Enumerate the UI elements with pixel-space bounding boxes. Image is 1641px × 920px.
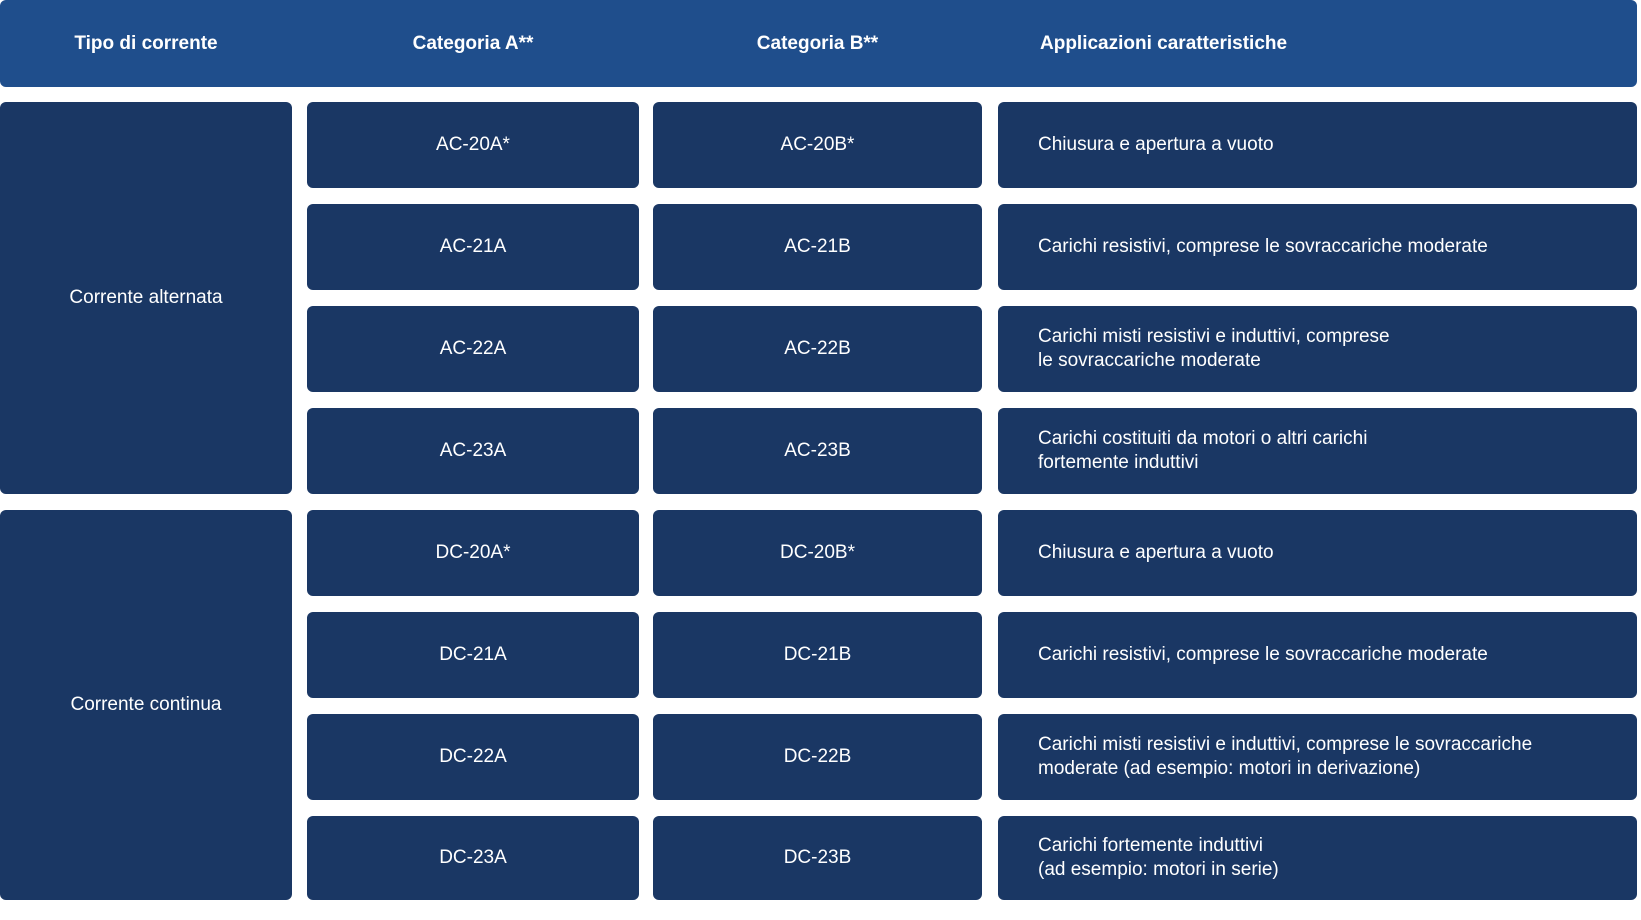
- table-cell-application: [998, 510, 1637, 596]
- table-cell-category-b: AC-23B: [653, 408, 982, 494]
- application-text: Carichi misti resistivi e induttivi, comprese le sovraccariche moderate: [1038, 326, 1390, 371]
- application-text: Carichi fortemente induttivi (ad esempio: motori in serie): [1038, 835, 1279, 880]
- table-header: [0, 0, 1637, 87]
- application-text: Carichi resistivi, comprese le sovraccariche moderate: [1038, 644, 1488, 665]
- header-categoria-b: Categoria B**: [756, 33, 879, 54]
- table-cell-category-b: DC-23B: [653, 816, 982, 900]
- table-cell-category-b: DC-21B: [653, 612, 982, 698]
- application-text: Carichi costituiti da motori o altri carichi fortemente induttivi: [1038, 428, 1368, 473]
- table-cell-application: [998, 408, 1637, 494]
- table-cell-application: [998, 612, 1637, 698]
- table-cell-category-b: DC-20B*: [653, 510, 982, 596]
- table-cell-application: [998, 714, 1637, 800]
- header-applicazioni: Applicazioni caratteristiche: [1040, 33, 1288, 54]
- table-cell-category-b: AC-22B: [653, 306, 982, 392]
- table-cell-category-a: AC-20A*: [307, 102, 639, 188]
- table-cell-category-a: DC-20A*: [307, 510, 639, 596]
- table-cell-category-a: AC-23A: [307, 408, 639, 494]
- table-cell-category-b: AC-21B: [653, 204, 982, 290]
- application-text: Chiusura e apertura a vuoto: [1038, 134, 1274, 155]
- group-label-corrente-alternata: Corrente alternata: [0, 102, 292, 494]
- table-cell-category-a: DC-21A: [307, 612, 639, 698]
- table-cell-application: [998, 306, 1637, 392]
- application-text: Carichi resistivi, comprese le sovraccariche moderate: [1038, 236, 1488, 257]
- table-cell-category-a: AC-21A: [307, 204, 639, 290]
- table-cell-category-b: DC-22B: [653, 714, 982, 800]
- table-cell-category-a: AC-22A: [307, 306, 639, 392]
- application-text: Chiusura e apertura a vuoto: [1038, 542, 1274, 563]
- application-text: Carichi misti resistivi e induttivi, comprese le sovraccariche moderate (ad esempio: motori in derivazione): [1038, 734, 1533, 779]
- table-cell-category-b: AC-20B*: [653, 102, 982, 188]
- header-tipo-di-corrente: Tipo di corrente: [74, 33, 218, 54]
- table-cell-category-a: DC-22A: [307, 714, 639, 800]
- group-label-corrente-continua: Corrente continua: [0, 510, 292, 900]
- table-cell-application: [998, 816, 1637, 900]
- table-cell-application: [998, 204, 1637, 290]
- table-cell-category-a: DC-23A: [307, 816, 639, 900]
- header-categoria-a: Categoria A**: [412, 33, 534, 54]
- table-cell-application: [998, 102, 1637, 188]
